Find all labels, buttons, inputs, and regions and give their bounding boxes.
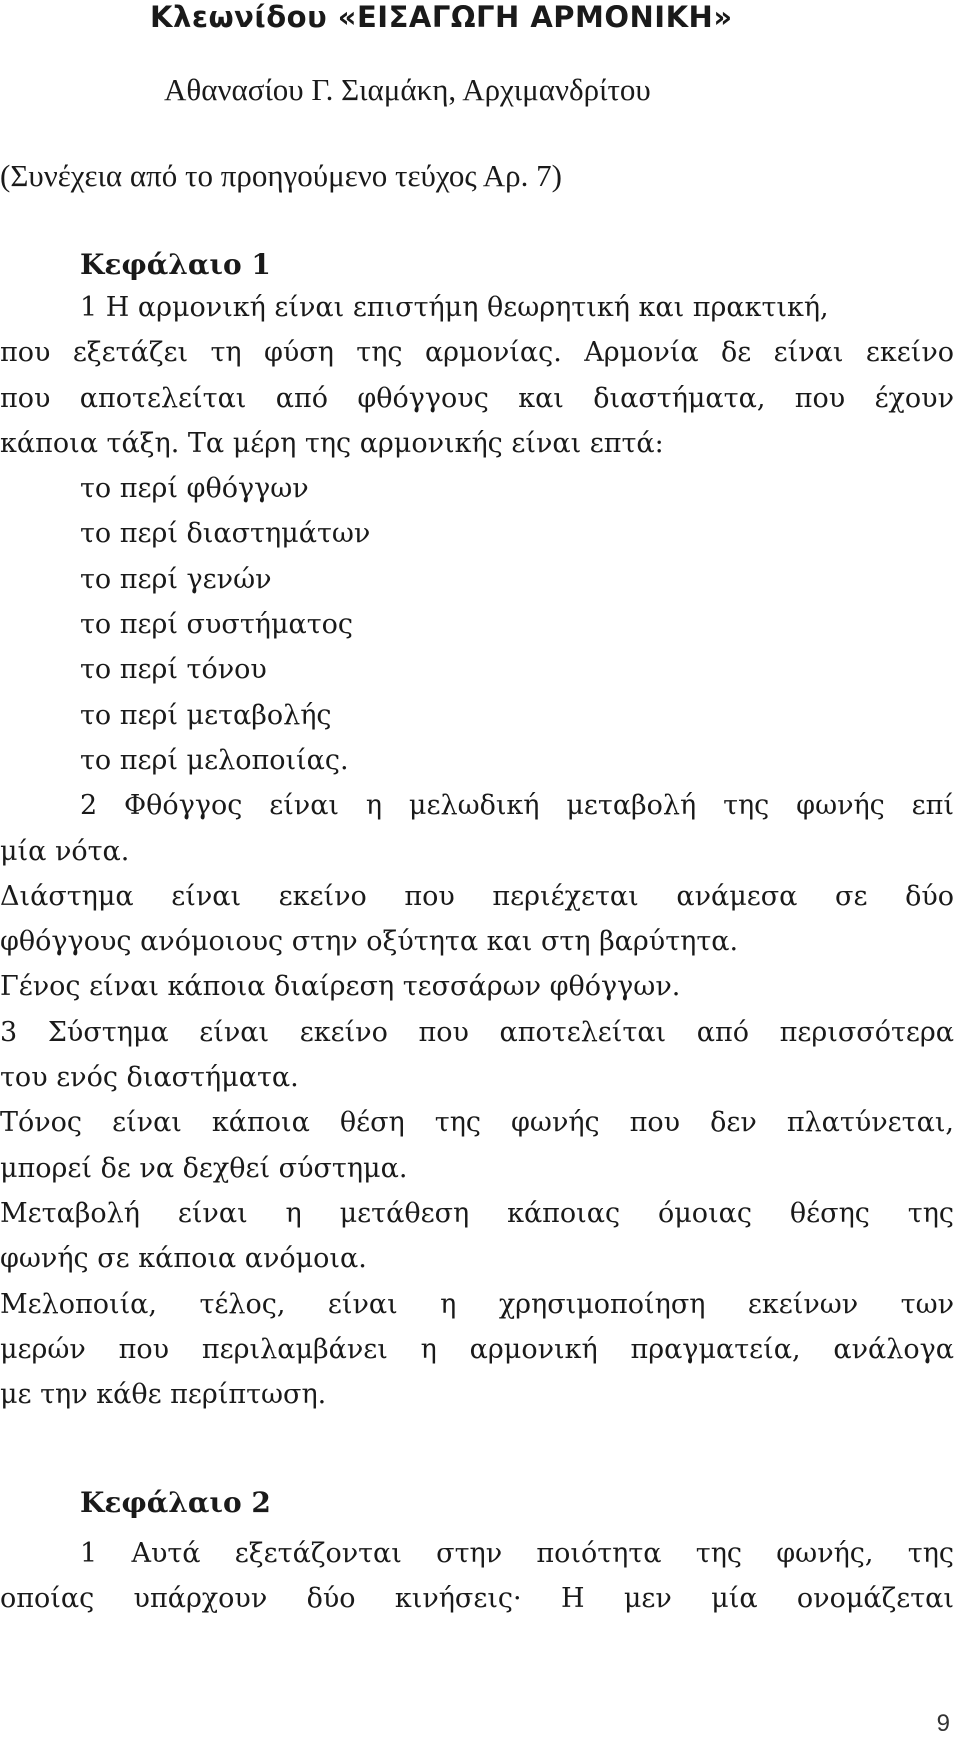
continuation-note: (Συνέχεια από το προηγούμενο τεύχος Αρ. 7) <box>0 158 562 193</box>
paragraph-line: 1 Η αρμονική είναι επιστήμη θεωρητική και πρακτική, <box>80 292 829 323</box>
chapter-1-body <box>0 285 954 1417</box>
list-item: το περί μελοποιίας. <box>80 744 349 776</box>
article-title: Κλεωνίδου «ΕΙΣΑΓΩΓΗ ΑΡΜΟΝΙΚΗ» <box>150 0 733 34</box>
paragraph-line: 1 Αυτά εξετάζονται στην ποιότητα της φωνής, της <box>80 1538 954 1569</box>
chapter-2-heading: Κεφάλαιο 2 <box>80 1486 271 1519</box>
paragraph-line: 2 Φθόγγος είναι η μελωδική μεταβολή της φωνής επί <box>80 790 954 822</box>
chapter-2-body <box>0 1531 954 1622</box>
list-item: το περί συστήματος <box>80 609 354 641</box>
paragraph-line: κάποια τάξη. Τα μέρη της αρμονικής είναι επτά: <box>0 427 664 459</box>
paragraph-line: οποίας υπάρχουν δύο κινήσεις· Η μεν μία ονομάζεται <box>0 1583 954 1615</box>
paragraph-line: Γένος είναι κάποια διαίρεση τεσσάρων φθόγγων. <box>0 971 681 1003</box>
chapter-1-heading: Κεφάλαιο 1 <box>80 248 271 281</box>
paragraph-line: μερών που περιλαμβάνει η αρμονική πραγματεία, ανάλογα <box>0 1333 954 1365</box>
paragraph-line: με την κάθε περίπτωση. <box>0 1379 327 1411</box>
paragraph-line: του ενός διαστήματα. <box>0 1062 299 1094</box>
page-number: 9 <box>936 1710 950 1737</box>
list-item: το περί διαστημάτων <box>80 518 371 550</box>
list-item: το περί μεταβολής <box>80 699 332 731</box>
paragraph-line: 3 Σύστημα είναι εκείνο που αποτελείται από περισσότερα <box>0 1016 954 1048</box>
paragraph-line: που εξετάζει τη φύση της αρμονίας. Αρμονία δε είναι εκείνο <box>0 337 954 369</box>
paragraph-line: φθόγγους ανόμοιους στην οξύτητα και στη βαρύτητα. <box>0 926 739 958</box>
paragraph-line: Μελοποιία, τέλος, είναι η χρησιμοποίηση εκείνων των <box>0 1288 954 1320</box>
article-author: Αθανασίου Γ. Σιαμάκη, Αρχιμανδρίτου <box>164 72 651 107</box>
list-item: το περί φθόγγων <box>80 473 309 505</box>
paragraph-line: μπορεί δε να δεχθεί σύστημα. <box>0 1152 408 1184</box>
paragraph-line: που αποτελείται από φθόγγους και διαστήματα, που έχουν <box>0 382 954 414</box>
paragraph-line: φωνής σε κάποια ανόμοια. <box>0 1243 367 1275</box>
list-item: το περί τόνου <box>80 654 267 686</box>
paragraph-line: μία νότα. <box>0 835 130 867</box>
list-item: το περί γενών <box>80 563 272 595</box>
paragraph-line: Μεταβολή είναι η μετάθεση κάποιας όμοιας θέσης της <box>0 1197 954 1229</box>
paragraph-line: Διάστημα είναι εκείνο που περιέχεται ανάμεσα σε δύο <box>0 880 954 912</box>
paragraph-line: Τόνος είναι κάποια θέση της φωνής που δεν πλατύνεται, <box>0 1107 954 1139</box>
